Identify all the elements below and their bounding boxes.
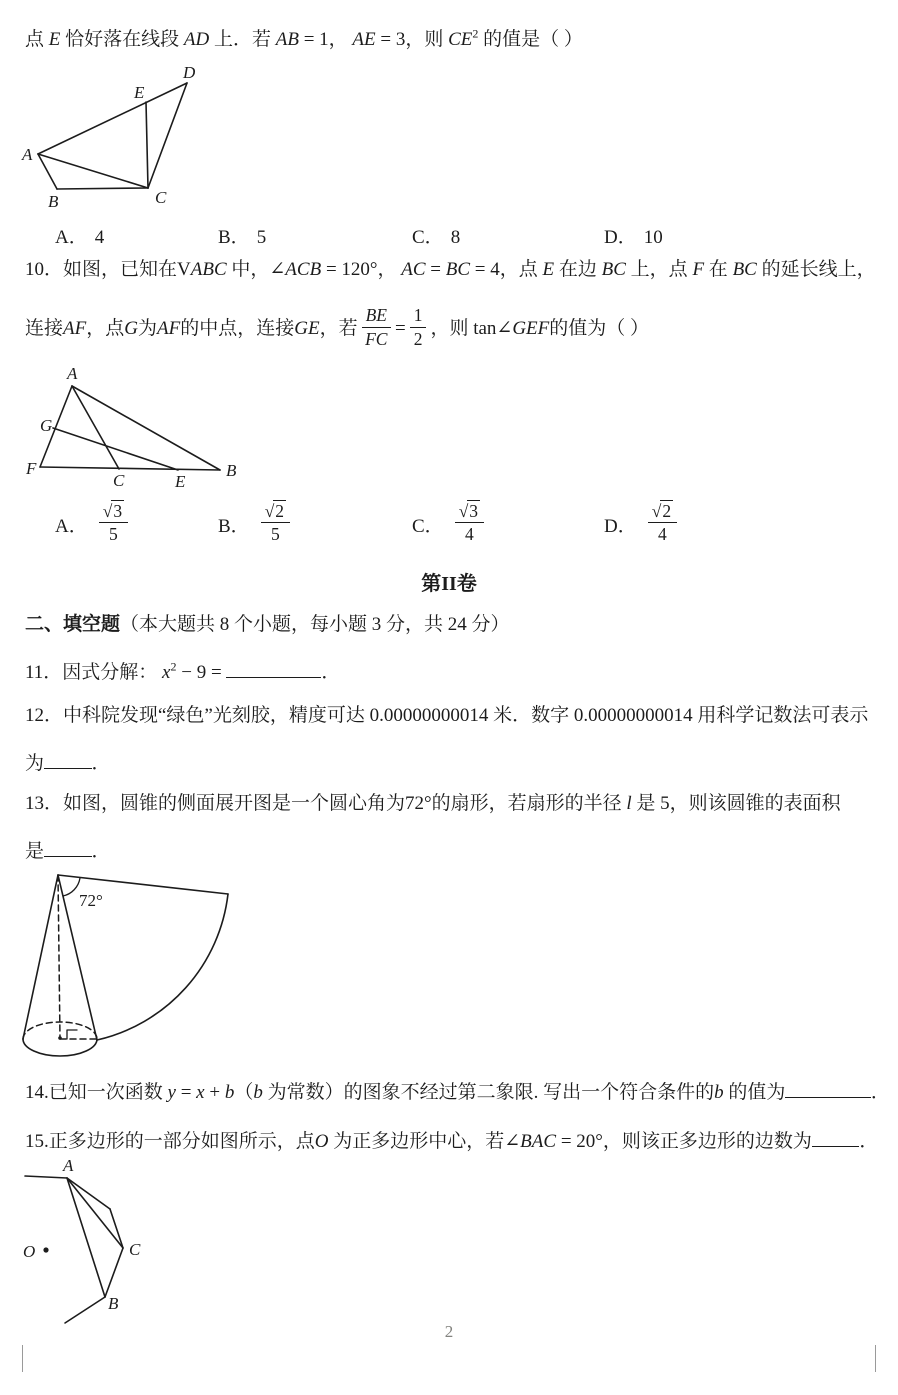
text-segment: 上，点: [625, 259, 693, 280]
math-var: ACB: [285, 259, 322, 280]
angle-label: 72°: [79, 891, 103, 910]
radical-sign: √: [458, 501, 468, 521]
point-label-C: C: [155, 188, 167, 207]
math-var: b: [714, 1081, 724, 1103]
text-segment: ．: [321, 661, 341, 683]
radicand: 2: [662, 501, 672, 521]
answer-blank: [226, 657, 321, 678]
segment-BC: [57, 188, 148, 189]
text-segment: 为: [137, 318, 157, 340]
text-segment: 为正多边形中心，若∠: [328, 1130, 521, 1152]
option-label: D．: [604, 516, 637, 538]
text-segment: = 3，则: [375, 29, 449, 50]
option-value: [644, 503, 681, 546]
text-segment: 上．若: [209, 29, 276, 50]
q10-figure: [20, 365, 250, 490]
segment-EC: [146, 102, 148, 188]
text-segment: ．: [91, 752, 111, 774]
superscript: 2: [170, 659, 177, 674]
text-segment: =: [175, 1081, 197, 1103]
text-segment: 是 5，则该圆锥的表面积: [631, 793, 841, 814]
text-segment: =: [394, 318, 406, 340]
math-var: y: [167, 1081, 176, 1103]
center-dot: [43, 1247, 48, 1252]
q10-line1: [25, 257, 876, 283]
text-segment: ，若: [319, 318, 358, 340]
option-label: A．: [55, 516, 88, 538]
radicand: 3: [469, 501, 479, 521]
math-var: CE: [448, 29, 473, 50]
q9-option-b: [218, 222, 266, 249]
text-segment: +: [204, 1081, 225, 1103]
q12-line2: [25, 748, 111, 777]
text-segment: 的值是（ ）: [478, 29, 583, 50]
text-segment: 14.已知一次函数: [25, 1081, 168, 1103]
polygon-edge-5: [65, 1297, 105, 1323]
point-label-E: E: [134, 83, 145, 102]
math-var: O: [314, 1130, 329, 1152]
text-segment: 的值为（ ）: [549, 318, 650, 340]
math-var: AF: [157, 318, 181, 340]
q12-line1: [25, 703, 868, 729]
section2-heading: [25, 612, 510, 638]
fraction: $\frac{√ 2}{4}$: [648, 501, 677, 544]
option-label: D．: [604, 227, 637, 248]
text-segment: （: [234, 1081, 254, 1103]
q14-line: [25, 1077, 890, 1106]
text-segment: ．: [870, 1081, 890, 1103]
q10-option-d: [604, 503, 681, 546]
cone-left-slant: [23, 875, 58, 1039]
right-corner-mark: [875, 1345, 876, 1372]
sector-arc: [97, 894, 228, 1040]
point-label-C: C: [113, 471, 125, 490]
part2-title: 第II卷: [421, 573, 477, 595]
polygon-edge-1: [25, 1176, 67, 1178]
option-value: [451, 503, 488, 546]
text-segment: = 120°，: [321, 259, 402, 280]
text-segment: 在: [704, 259, 733, 280]
fraction: $\frac{√ 2}{5}$: [261, 501, 290, 544]
text-segment: = 20°，则该正多边形的边数为: [556, 1130, 812, 1152]
text-segment: 为常数）的图象不经过第二象限. 写出一个符合条件的: [262, 1081, 715, 1103]
q15-line: [25, 1126, 878, 1155]
math-var: BAC: [520, 1130, 557, 1152]
point-label-B: B: [48, 192, 59, 211]
math-var: l: [626, 793, 632, 814]
text-segment: 的中点，连接: [180, 318, 295, 340]
right-angle-mark: [67, 1030, 77, 1039]
math-var: x: [196, 1081, 205, 1103]
math-var: F: [692, 259, 705, 280]
math-var: GEF: [512, 318, 550, 340]
point-label-A: A: [22, 145, 33, 164]
q10-option-b: [218, 503, 294, 546]
math-var: AB: [275, 29, 299, 50]
option-label: B．: [218, 516, 250, 538]
left-corner-mark: [22, 1345, 23, 1372]
point-label-C: C: [129, 1240, 141, 1259]
q13-line1: [25, 791, 841, 817]
q11-line: [25, 657, 340, 686]
fraction: $\frac{√ 3}{5}$: [99, 501, 128, 544]
angle-arc: [63, 878, 80, 896]
text-segment: 是: [25, 840, 45, 862]
math-var: BC: [601, 259, 626, 280]
radicand: 3: [113, 501, 123, 521]
option-value: 10: [643, 227, 663, 248]
answer-blank: [785, 1077, 871, 1098]
text-segment: = 4，点: [470, 259, 543, 280]
math-var: BC: [445, 259, 471, 280]
math-var: E: [542, 259, 555, 280]
radical-sign: √: [651, 501, 661, 521]
option-value: 8: [450, 227, 461, 248]
math-var: BC: [732, 259, 757, 280]
section2-heading-bold: 二、填空题: [25, 614, 121, 635]
point-label-D: D: [183, 63, 196, 82]
point-label-O: O: [23, 1242, 36, 1261]
text-segment: 12．中科院发现“绿色”光刻胶，精度可达 0.00000000014 米．数字 0.00000000014 用科学记数法可表示: [25, 705, 869, 726]
point-label-A: A: [63, 1156, 74, 1175]
option-value: [257, 503, 294, 546]
base-center-dot: [58, 1036, 62, 1040]
q13-line2: [25, 836, 111, 865]
math-var: GE: [294, 318, 320, 340]
fraction: $\frac{√ 3}{4}$: [455, 501, 484, 544]
point-label-B: B: [108, 1294, 119, 1313]
math-var: AE: [352, 29, 376, 50]
chord-AB: [67, 1178, 105, 1297]
option-label: B．: [218, 227, 250, 248]
radicand: 2: [275, 501, 285, 521]
text-segment: ，点: [86, 318, 125, 340]
text-segment: ，则 tan∠: [430, 318, 513, 340]
math-var: AF: [63, 318, 87, 340]
fraction: $\frac{1}{2}$: [410, 305, 427, 348]
text-segment: 11．因式分解：: [25, 661, 163, 683]
page-number: 2: [444, 1322, 454, 1341]
cone-axis: [58, 875, 60, 1039]
math-var: b: [253, 1081, 263, 1103]
fraction: $\frac{BE}{FC}$: [362, 305, 391, 348]
option-label: A．: [55, 227, 88, 248]
point-label-B: B: [226, 461, 237, 480]
text-segment: 点: [25, 29, 49, 50]
math-var: AC: [401, 259, 426, 280]
q10-option-a: [55, 503, 132, 546]
math-var: E: [48, 29, 61, 50]
q13-figure: [15, 866, 240, 1066]
answer-blank: [812, 1126, 860, 1147]
section2-heading-rest: （本大题共 8 个小题，每小题 3 分，共 24 分）: [120, 614, 510, 635]
option-label: C．: [412, 516, 444, 538]
polygon-edge-3: [110, 1209, 123, 1248]
math-var: ABC: [190, 259, 227, 280]
text-segment: 10．如图，已知在V: [25, 259, 191, 280]
q9-figure: [12, 60, 212, 218]
superscript: 2: [472, 26, 479, 41]
text-segment: ．: [91, 840, 111, 862]
text-segment: 的延长线上，: [756, 259, 876, 280]
option-value: 5: [256, 227, 267, 248]
q10-line2: [25, 300, 649, 358]
math-var: b: [224, 1081, 235, 1103]
q9-option-d: [604, 222, 663, 249]
text-segment: 为: [25, 752, 45, 774]
text-segment: 13．如图，圆锥的侧面展开图是一个圆心角为72°的扇形，若扇形的半径: [25, 793, 627, 814]
text-segment: = 1，: [298, 29, 353, 50]
base-ellipse-front: [23, 1039, 97, 1056]
q9-option-a: [55, 222, 104, 249]
answer-blank: [44, 748, 92, 769]
answer-blank: [44, 836, 92, 857]
polygon-edge-4: [105, 1248, 123, 1297]
point-label-A: A: [67, 365, 78, 383]
q9-option-c: [412, 222, 460, 249]
text-segment: 恰好落在线段: [60, 29, 184, 50]
radical-sign: √: [264, 501, 274, 521]
option-value: 4: [94, 227, 105, 248]
math-var: G: [124, 318, 138, 340]
q15-figure: [15, 1155, 160, 1330]
q9-stem: [25, 27, 583, 53]
option-value: [95, 503, 132, 546]
text-segment: 的值为: [723, 1081, 786, 1103]
text-segment: 连接: [25, 318, 64, 340]
point-label-F: F: [26, 459, 37, 478]
text-segment: 在边: [554, 259, 602, 280]
text-segment: − 9 =: [176, 661, 227, 683]
point-label-G: G: [40, 416, 53, 435]
q10-option-c: [412, 503, 488, 546]
text-segment: 15.正多边形的一部分如图所示，点: [25, 1130, 315, 1152]
point-label-E: E: [175, 472, 186, 490]
text-segment: =: [425, 259, 446, 280]
radical-sign: √: [102, 501, 112, 521]
text-segment: 中，∠: [226, 259, 286, 280]
segment-FB: [40, 467, 220, 470]
math-var: x: [162, 661, 171, 683]
segment-AB: [72, 386, 220, 470]
option-label: C．: [412, 227, 444, 248]
text-segment: ．: [859, 1130, 879, 1152]
math-var: AD: [183, 29, 210, 50]
chord-AC: [67, 1178, 123, 1248]
